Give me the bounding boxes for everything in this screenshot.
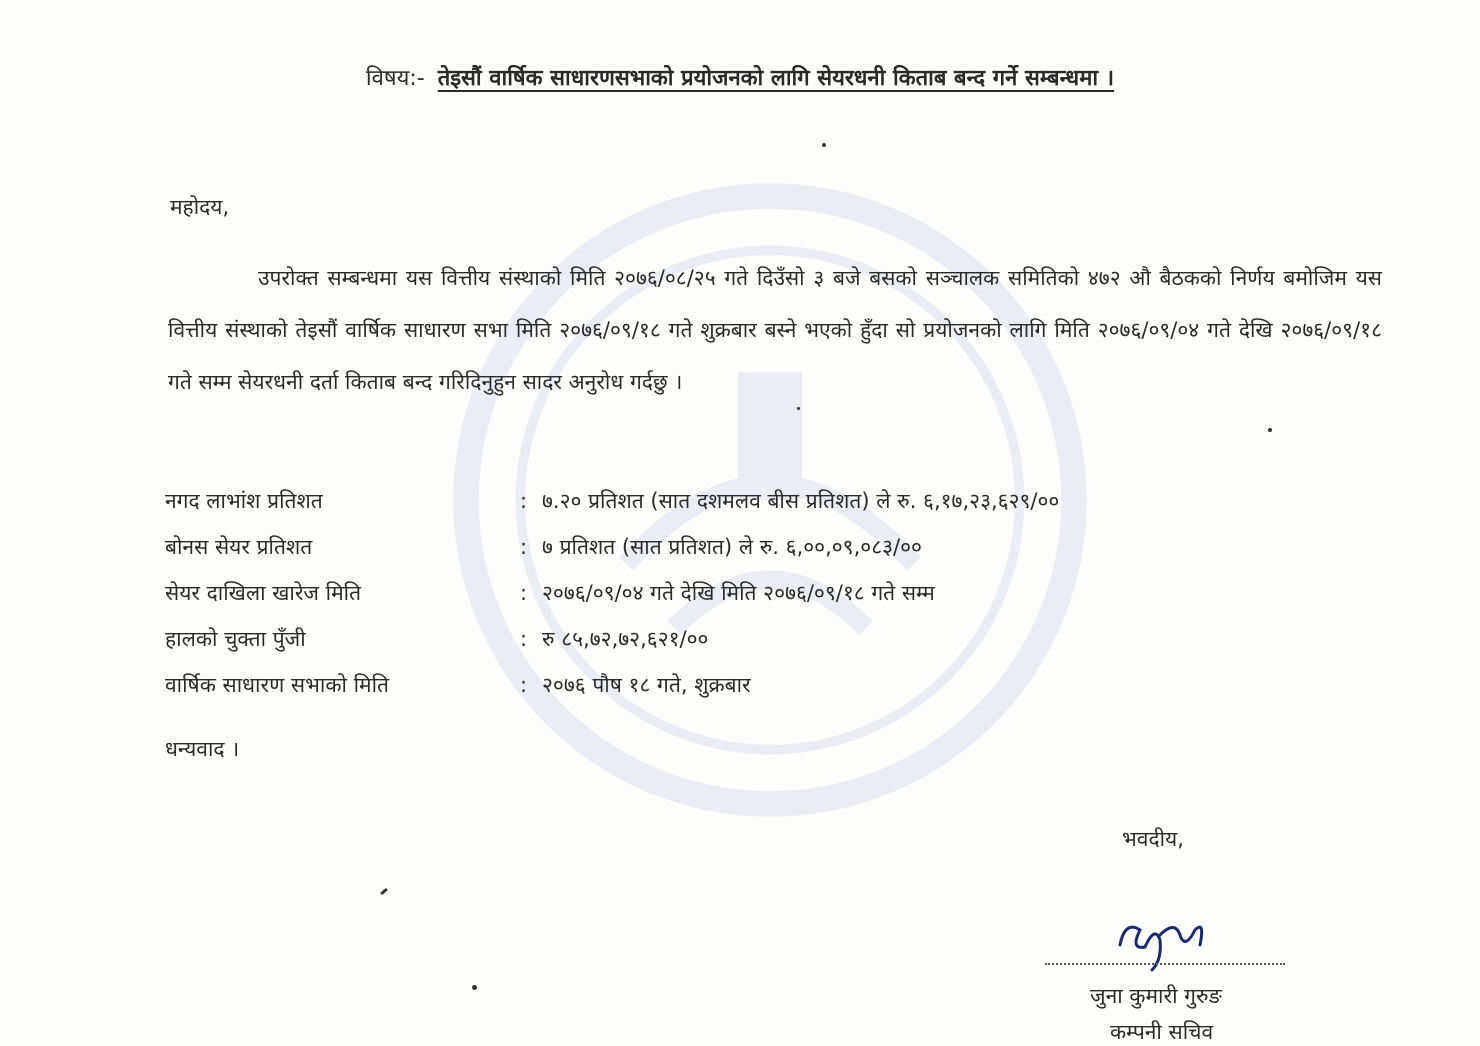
- detail-label: हालको चुक्ता पुँजी: [165, 627, 306, 651]
- detail-colon: :: [520, 535, 528, 559]
- detail-colon: :: [520, 627, 528, 651]
- details-list: [165, 478, 1315, 708]
- detail-value: रु ८५,७२,७२,६२१/००: [542, 627, 709, 651]
- detail-row: [165, 524, 1315, 570]
- subject-line: [0, 62, 1480, 92]
- detail-label: सेयर दाखिला खारेज मिति: [165, 581, 362, 605]
- paper-speck: [822, 143, 826, 147]
- paper-speck: [797, 407, 800, 410]
- detail-value: २०७६ पौष १८ गते, शुक्रबार: [542, 673, 751, 697]
- closing-text: भवदीय,: [1122, 827, 1184, 851]
- body-paragraph: उपरोक्त सम्बन्धमा यस वित्तीय संस्थाको मिति २०७६/०८/२५ गते दिउँसो ३ बजे बसको सञ्चालक समितिको ४७२ औ बैठकको निर्णय बमोजिम यस वित्तीय संस्थाको तेइसौं वार्षिक साधारण सभा मिति २०७६/०९/१८ गते शुक्रबार बस्ने भएको हुँदा सो प्रयोजनको लागि मिति २०७६/०९/०४ गते देखि २०७६/०९/१८ गते सम्म सेयरधनी दर्ता किताब बन्द गरिदिनुहुन सादर अनुरोध गर्दछु ।: [168, 266, 1382, 394]
- detail-colon: :: [520, 581, 528, 605]
- detail-row: [165, 662, 1315, 708]
- signer-name: जुना कुमारी गुरुङ: [1090, 984, 1222, 1008]
- subject-text: तेइसौं वार्षिक साधारणसभाको प्रयोजनको लागि सेयरधनी किताब बन्द गर्ने सम्बन्धमा ।: [437, 66, 1115, 91]
- detail-value: ७ प्रतिशत (सात प्रतिशत) ले रु. ६,००,०९,०८३/००: [542, 535, 922, 559]
- paper-speck: [472, 985, 477, 990]
- paper-speck: [380, 888, 388, 895]
- signer-title: कम्पनी सचिव: [1110, 1020, 1214, 1044]
- detail-row: [165, 478, 1315, 524]
- paper-speck: [1268, 428, 1272, 432]
- detail-value: २०७६/०९/०४ गते देखि मिति २०७६/०९/१८ गते सम्म: [542, 581, 935, 605]
- detail-row: [165, 570, 1315, 616]
- detail-value: ७.२० प्रतिशत (सात दशमलव बीस प्रतिशत) ले रु. ६,१७,२३,६२९/००: [542, 489, 1060, 513]
- salutation: महोदय,: [170, 195, 230, 219]
- subject-lead: विषय:-: [365, 66, 425, 91]
- detail-colon: :: [520, 673, 528, 697]
- thanks-text: धन्यवाद ।: [165, 737, 240, 761]
- detail-row: [165, 616, 1315, 662]
- detail-label: बोनस सेयर प्रतिशत: [165, 535, 313, 559]
- detail-label: नगद लाभांश प्रतिशत: [165, 489, 323, 513]
- detail-colon: :: [520, 489, 528, 513]
- detail-label: वार्षिक साधारण सभाको मिति: [165, 673, 389, 697]
- signature-line: [1045, 963, 1285, 965]
